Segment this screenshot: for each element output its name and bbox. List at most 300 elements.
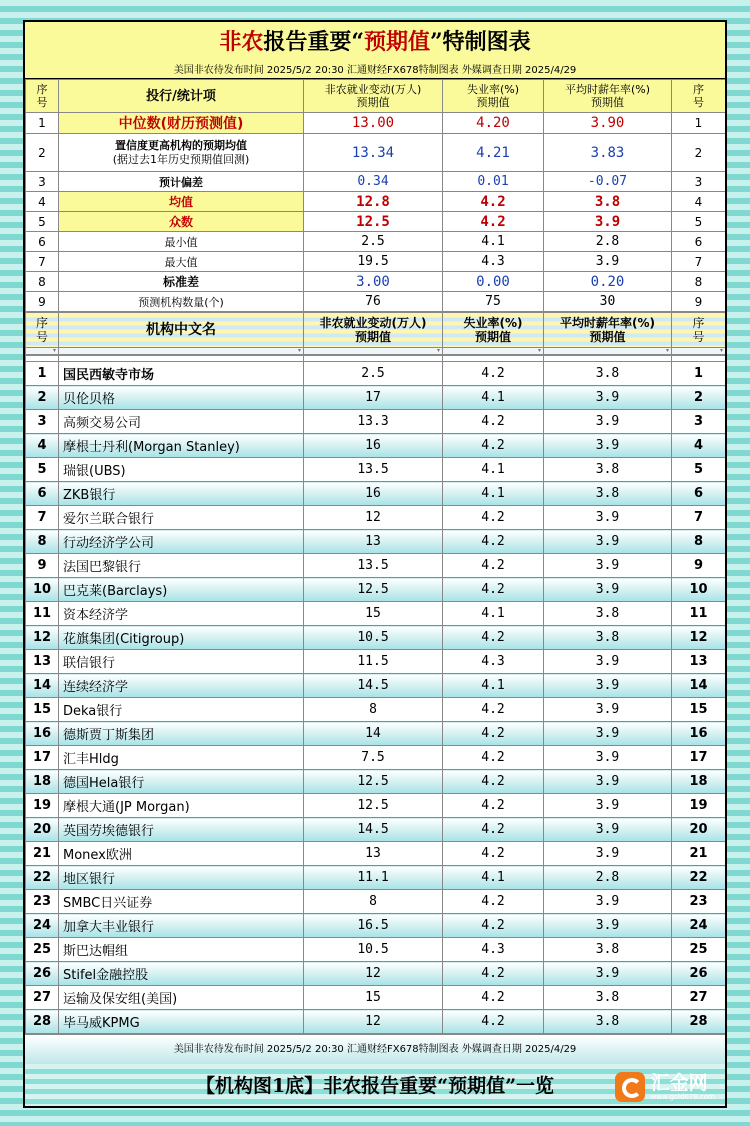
stats-label: 预测机构数量(个)	[59, 292, 304, 312]
row-seq: 20	[26, 818, 59, 842]
row-seq: 3	[26, 410, 59, 434]
stats-value: 3.8	[544, 192, 672, 212]
row-seq: 17	[26, 746, 59, 770]
institution-name: 斯巴达帽组	[59, 938, 304, 962]
unemployment-value: 4.2	[443, 578, 544, 602]
stats-seq: 1	[26, 113, 59, 134]
nfp-value: 17	[304, 386, 443, 410]
row-seq: 22	[672, 866, 726, 890]
stats-value: 3.83	[544, 134, 672, 172]
institution-name: 巴克莱(Barclays)	[59, 578, 304, 602]
row-seq: 27	[26, 986, 59, 1010]
row-seq: 9	[26, 554, 59, 578]
row-seq: 4	[26, 434, 59, 458]
stats-label: 众数	[59, 212, 304, 232]
stats-value: 4.20	[443, 113, 544, 134]
row-seq: 2	[672, 386, 726, 410]
row-seq: 15	[26, 698, 59, 722]
row-seq: 5	[672, 458, 726, 482]
table-row	[26, 602, 726, 626]
stats-header-col2	[443, 80, 544, 113]
stats-row	[26, 292, 726, 312]
wage-value: 3.9	[544, 722, 672, 746]
unemployment-value: 4.1	[443, 386, 544, 410]
inst-header-col1-sub: 预期值	[354, 330, 391, 344]
table-row	[26, 434, 726, 458]
stats-seq: 4	[672, 192, 726, 212]
institution-name: 汇丰Hldg	[59, 746, 304, 770]
nfp-value: 13	[304, 842, 443, 866]
unemployment-value: 4.3	[443, 650, 544, 674]
table-row	[26, 1010, 726, 1034]
row-seq: 6	[672, 482, 726, 506]
row-seq: 6	[26, 482, 59, 506]
table-row	[26, 818, 726, 842]
footer-banner	[25, 1064, 725, 1108]
wage-value: 3.9	[544, 746, 672, 770]
stats-value: 12.5	[304, 212, 443, 232]
filter-dropdown-icon[interactable]: ▾	[304, 348, 443, 355]
stats-row	[26, 134, 726, 172]
stats-value: 76	[304, 292, 443, 312]
row-seq: 2	[26, 386, 59, 410]
stats-header-col2-sub: 预期值	[476, 96, 510, 109]
wage-value: 2.8	[544, 866, 672, 890]
row-seq: 14	[26, 674, 59, 698]
wage-value: 3.9	[544, 818, 672, 842]
unemployment-value: 4.2	[443, 794, 544, 818]
stats-label-main: 置信度更高机构的预期均值	[115, 138, 247, 152]
stats-value: 12.8	[304, 192, 443, 212]
stats-row	[26, 113, 726, 134]
stats-seq: 8	[26, 272, 59, 292]
stats-header-col3-sub: 预期值	[591, 96, 624, 109]
stats-header-col1	[304, 80, 443, 113]
wage-value: 3.9	[544, 890, 672, 914]
nfp-value: 2.5	[304, 362, 443, 386]
table-row	[26, 506, 726, 530]
row-seq: 10	[672, 578, 726, 602]
wage-value: 3.8	[544, 362, 672, 386]
institution-name: Monex欧洲	[59, 842, 304, 866]
stats-seq: 3	[26, 172, 59, 192]
wage-value: 3.9	[544, 578, 672, 602]
institution-name: 德国Hela银行	[59, 770, 304, 794]
unemployment-value: 4.2	[443, 530, 544, 554]
nfp-value: 12.5	[304, 578, 443, 602]
row-seq: 11	[26, 602, 59, 626]
inst-header-seq2: 序号	[672, 313, 726, 348]
unemployment-value: 4.1	[443, 866, 544, 890]
stats-seq: 5	[672, 212, 726, 232]
stats-seq: 6	[26, 232, 59, 252]
stats-table	[25, 79, 726, 312]
stats-label	[59, 134, 304, 172]
stats-label: 最小值	[59, 232, 304, 252]
table-row	[26, 530, 726, 554]
stats-seq: 2	[26, 134, 59, 172]
row-seq: 19	[26, 794, 59, 818]
table-row	[26, 698, 726, 722]
stats-row	[26, 172, 726, 192]
institution-name: 地区银行	[59, 866, 304, 890]
institution-list	[25, 355, 726, 1034]
filter-dropdown-icon[interactable]: ▾	[59, 348, 304, 355]
unemployment-value: 4.1	[443, 482, 544, 506]
stats-value: 19.5	[304, 252, 443, 272]
row-seq: 22	[26, 866, 59, 890]
row-seq: 18	[672, 770, 726, 794]
stats-header-label: 投行/统计项	[59, 80, 304, 113]
row-seq: 8	[26, 530, 59, 554]
table-row	[26, 482, 726, 506]
stats-seq: 5	[26, 212, 59, 232]
footer-banner-text: 【机构图1底】非农报告重要“预期值”一览	[195, 1075, 555, 1097]
nfp-value: 12.5	[304, 770, 443, 794]
table-row	[26, 410, 726, 434]
nfp-value: 13.3	[304, 410, 443, 434]
row-seq: 28	[672, 1010, 726, 1034]
wage-value: 3.8	[544, 938, 672, 962]
table-row	[26, 866, 726, 890]
table-row	[26, 746, 726, 770]
wage-value: 3.8	[544, 458, 672, 482]
inst-header-col3-text: 平均时薪年率(%)	[560, 316, 655, 330]
filter-dropdown-icon[interactable]: ▾	[544, 348, 672, 355]
title-part2: 报告重要“	[263, 29, 364, 55]
stats-value: 0.20	[544, 272, 672, 292]
page-title	[25, 22, 725, 62]
nfp-value: 13	[304, 530, 443, 554]
table-row	[26, 794, 726, 818]
row-seq: 10	[26, 578, 59, 602]
unemployment-value: 4.2	[443, 842, 544, 866]
nfp-value: 8	[304, 890, 443, 914]
institution-name: 高频交易公司	[59, 410, 304, 434]
stats-value: 3.9	[544, 252, 672, 272]
wage-value: 3.9	[544, 530, 672, 554]
inst-header-label: 机构中文名	[59, 313, 304, 348]
table-row	[26, 650, 726, 674]
inst-header-col1	[304, 313, 443, 348]
row-seq: 4	[672, 434, 726, 458]
nfp-value: 11.5	[304, 650, 443, 674]
row-seq: 21	[672, 842, 726, 866]
unemployment-value: 4.2	[443, 434, 544, 458]
wage-value: 3.9	[544, 506, 672, 530]
stats-value: -0.07	[544, 172, 672, 192]
wage-value: 3.8	[544, 602, 672, 626]
stats-value: 0.00	[443, 272, 544, 292]
wage-value: 3.9	[544, 794, 672, 818]
nfp-value: 12	[304, 506, 443, 530]
institution-table	[25, 312, 726, 355]
institution-name: 连续经济学	[59, 674, 304, 698]
institution-name: 国民西敏寺市场	[59, 362, 304, 386]
unemployment-value: 4.2	[443, 722, 544, 746]
table-row	[26, 626, 726, 650]
unemployment-value: 4.2	[443, 746, 544, 770]
row-seq: 25	[672, 938, 726, 962]
stats-value: 13.00	[304, 113, 443, 134]
stats-header-col3-text: 平均时薪年率(%)	[564, 83, 651, 96]
wage-value: 3.8	[544, 1010, 672, 1034]
row-seq: 1	[26, 362, 59, 386]
stats-row	[26, 272, 726, 292]
stats-row	[26, 192, 726, 212]
stats-value: 13.34	[304, 134, 443, 172]
stats-label: 预计偏差	[59, 172, 304, 192]
wage-value: 3.8	[544, 626, 672, 650]
nfp-value: 12.5	[304, 794, 443, 818]
institution-name: 加拿大丰业银行	[59, 914, 304, 938]
unemployment-value: 4.1	[443, 602, 544, 626]
subtitle: 美国非农待发布时间 2025/5/2 20:30 汇通财经FX678特制图表 外媒调查日期 2025/4/29	[25, 62, 725, 79]
row-seq: 28	[26, 1010, 59, 1034]
row-seq: 3	[672, 410, 726, 434]
row-seq: 14	[672, 674, 726, 698]
stats-value: 3.90	[544, 113, 672, 134]
nfp-value: 15	[304, 986, 443, 1010]
institution-name: 运输及保安组(美国)	[59, 986, 304, 1010]
unemployment-value: 4.1	[443, 674, 544, 698]
stats-label: 中位数(财历预测值)	[59, 113, 304, 134]
table-row	[26, 362, 726, 386]
row-seq: 26	[672, 962, 726, 986]
stats-seq: 7	[672, 252, 726, 272]
row-seq: 12	[672, 626, 726, 650]
filter-dropdown-icon[interactable]: ▾	[443, 348, 544, 355]
nfp-value: 12	[304, 1010, 443, 1034]
wage-value: 3.9	[544, 698, 672, 722]
row-seq: 18	[26, 770, 59, 794]
row-seq: 21	[26, 842, 59, 866]
row-seq: 16	[26, 722, 59, 746]
unemployment-value: 4.2	[443, 914, 544, 938]
wage-value: 3.9	[544, 410, 672, 434]
wage-value: 3.9	[544, 842, 672, 866]
unemployment-value: 4.2	[443, 1010, 544, 1034]
stats-value: 30	[544, 292, 672, 312]
stats-seq: 9	[672, 292, 726, 312]
nfp-value: 8	[304, 698, 443, 722]
row-seq: 8	[672, 530, 726, 554]
stats-label: 均值	[59, 192, 304, 212]
institution-name: 资本经济学	[59, 602, 304, 626]
inst-header-col2-text: 失业率(%)	[463, 316, 523, 330]
stats-value: 4.3	[443, 252, 544, 272]
unemployment-value: 4.2	[443, 890, 544, 914]
stats-header-col1-sub: 预期值	[356, 96, 390, 109]
title-part4: ”特制图表	[430, 29, 531, 55]
unemployment-value: 4.2	[443, 962, 544, 986]
table-row	[26, 578, 726, 602]
unemployment-value: 4.2	[443, 362, 544, 386]
table-row	[26, 914, 726, 938]
row-seq: 24	[672, 914, 726, 938]
unemployment-value: 4.2	[443, 626, 544, 650]
row-seq: 23	[672, 890, 726, 914]
table-row	[26, 386, 726, 410]
unemployment-value: 4.2	[443, 986, 544, 1010]
row-seq: 7	[672, 506, 726, 530]
nfp-value: 13.5	[304, 458, 443, 482]
row-seq: 24	[26, 914, 59, 938]
stats-value: 75	[443, 292, 544, 312]
unemployment-value: 4.1	[443, 458, 544, 482]
wage-value: 3.8	[544, 986, 672, 1010]
wage-value: 3.9	[544, 962, 672, 986]
stats-value: 4.2	[443, 212, 544, 232]
institution-name: 摩根士丹利(Morgan Stanley)	[59, 434, 304, 458]
wage-value: 3.9	[544, 386, 672, 410]
row-seq: 26	[26, 962, 59, 986]
stats-value: 4.2	[443, 192, 544, 212]
row-seq: 12	[26, 626, 59, 650]
row-seq: 25	[26, 938, 59, 962]
institution-name: Deka银行	[59, 698, 304, 722]
row-seq: 20	[672, 818, 726, 842]
filter-dropdown-icon[interactable]: ▾	[26, 348, 59, 355]
wage-value: 3.9	[544, 554, 672, 578]
institution-name: 摩根大通(JP Morgan)	[59, 794, 304, 818]
unemployment-value: 4.2	[443, 554, 544, 578]
nfp-value: 10.5	[304, 938, 443, 962]
row-seq: 15	[672, 698, 726, 722]
stats-value: 2.8	[544, 232, 672, 252]
footer-note: 美国非农待发布时间 2025/5/2 20:30 汇通财经FX678特制图表 外媒调查日期 2025/4/29	[25, 1034, 725, 1064]
institution-name: 行动经济学公司	[59, 530, 304, 554]
stats-header-col3	[544, 80, 672, 113]
stats-value: 3.00	[304, 272, 443, 292]
brand-logo-url: www.gold678.com	[650, 1093, 715, 1101]
table-row	[26, 986, 726, 1010]
stats-row	[26, 212, 726, 232]
unemployment-value: 4.2	[443, 818, 544, 842]
stats-seq: 3	[672, 172, 726, 192]
row-seq: 9	[672, 554, 726, 578]
nfp-value: 11.1	[304, 866, 443, 890]
row-seq: 7	[26, 506, 59, 530]
nfp-value: 14	[304, 722, 443, 746]
institution-name: 瑞银(UBS)	[59, 458, 304, 482]
unemployment-value: 4.2	[443, 506, 544, 530]
institution-name: Stifel金融控股	[59, 962, 304, 986]
inst-header-col2	[443, 313, 544, 348]
stats-value: 2.5	[304, 232, 443, 252]
nfp-value: 14.5	[304, 818, 443, 842]
institution-name: 德斯贾丁斯集团	[59, 722, 304, 746]
title-part3: 预期值	[364, 29, 431, 55]
stats-seq: 7	[26, 252, 59, 272]
inst-header-seq: 序号	[26, 313, 59, 348]
institution-name: ZKB银行	[59, 482, 304, 506]
stats-value: 0.34	[304, 172, 443, 192]
stats-header-col1-text: 非农就业变动(万人)	[324, 83, 422, 96]
nfp-value: 14.5	[304, 674, 443, 698]
stats-label: 最大值	[59, 252, 304, 272]
wage-value: 3.9	[544, 914, 672, 938]
nfp-value: 16	[304, 434, 443, 458]
table-row	[26, 554, 726, 578]
institution-name: 爱尔兰联合银行	[59, 506, 304, 530]
inst-header-col1-text: 非农就业变动(万人)	[319, 316, 427, 330]
institution-name: 法国巴黎银行	[59, 554, 304, 578]
nfp-value: 16	[304, 482, 443, 506]
nfp-value: 15	[304, 602, 443, 626]
unemployment-value: 4.2	[443, 410, 544, 434]
institution-name: 英国劳埃德银行	[59, 818, 304, 842]
brand-logo-icon	[615, 1072, 645, 1102]
institution-name: SMBC日兴证券	[59, 890, 304, 914]
wage-value: 3.9	[544, 674, 672, 698]
table-row	[26, 674, 726, 698]
stats-value: 3.9	[544, 212, 672, 232]
stats-seq: 1	[672, 113, 726, 134]
brand-logo-text	[651, 1073, 715, 1101]
row-seq: 27	[672, 986, 726, 1010]
title-part1: 非农	[219, 29, 264, 55]
table-row	[26, 962, 726, 986]
nfp-value: 12	[304, 962, 443, 986]
institution-name: 联信银行	[59, 650, 304, 674]
row-seq: 16	[672, 722, 726, 746]
row-seq: 13	[26, 650, 59, 674]
filter-dropdown-icon[interactable]: ▾	[672, 348, 726, 355]
unemployment-value: 4.3	[443, 938, 544, 962]
row-seq: 13	[672, 650, 726, 674]
report-frame	[23, 20, 727, 1108]
stats-label-sub: (据过去1年历史预期值回测)	[112, 152, 250, 166]
row-seq: 19	[672, 794, 726, 818]
inst-header-col3-sub: 预期值	[589, 330, 626, 344]
institution-name: 毕马威KPMG	[59, 1010, 304, 1034]
table-row	[26, 770, 726, 794]
row-seq: 5	[26, 458, 59, 482]
table-row	[26, 458, 726, 482]
institution-header-row	[26, 313, 726, 348]
institution-name: 贝伦贝格	[59, 386, 304, 410]
nfp-value: 10.5	[304, 626, 443, 650]
table-row	[26, 938, 726, 962]
filter-row	[26, 348, 726, 355]
stats-value: 0.01	[443, 172, 544, 192]
stats-header-col2-text: 失业率(%)	[466, 83, 520, 96]
wage-value: 3.9	[544, 650, 672, 674]
inst-header-col3	[544, 313, 672, 348]
stats-header-row	[26, 80, 726, 113]
stats-label: 标准差	[59, 272, 304, 292]
brand-logo	[615, 1072, 715, 1102]
table-row	[26, 842, 726, 866]
institution-name: 花旗集团(Citigroup)	[59, 626, 304, 650]
row-seq: 17	[672, 746, 726, 770]
stats-seq: 9	[26, 292, 59, 312]
stats-seq: 8	[672, 272, 726, 292]
stats-seq: 2	[672, 134, 726, 172]
stats-header-seq: 序号	[26, 80, 59, 113]
wage-value: 3.9	[544, 770, 672, 794]
inst-header-col2-sub: 预期值	[474, 330, 511, 344]
nfp-value: 16.5	[304, 914, 443, 938]
stats-seq: 4	[26, 192, 59, 212]
row-seq: 23	[26, 890, 59, 914]
table-row	[26, 722, 726, 746]
stats-row	[26, 252, 726, 272]
stats-seq: 6	[672, 232, 726, 252]
row-seq: 11	[672, 602, 726, 626]
nfp-value: 13.5	[304, 554, 443, 578]
